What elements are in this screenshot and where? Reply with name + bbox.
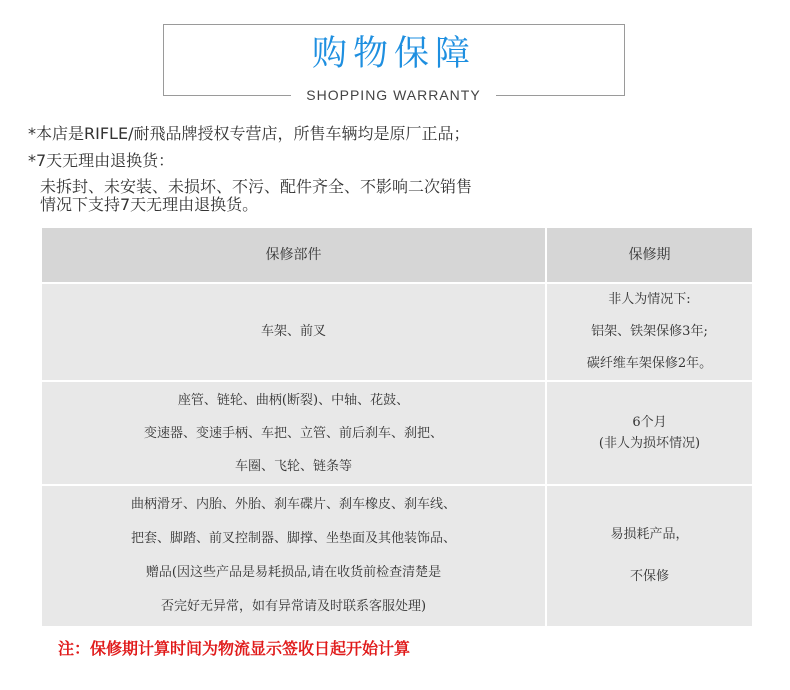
warranty-table bbox=[40, 226, 754, 628]
period-line: 不保修 bbox=[629, 569, 669, 584]
table-header-row bbox=[41, 227, 753, 283]
table-row bbox=[41, 283, 753, 381]
warranty-footnote: 注：保修期计算时间为物流显示签收日起开始计算 bbox=[58, 639, 411, 658]
parts-line: 曲柄滑牙、内胎、外胎、刹车碟片、刹车橡皮、刹车线、 bbox=[130, 497, 456, 512]
period-line: 碳纤维车架保修2年。 bbox=[586, 356, 713, 371]
parts-line: 车架、前叉 bbox=[260, 324, 326, 339]
note-authorized-store: *本店是RIFLE/耐飛品牌授权专营店，所售车辆均是原厂正品； bbox=[28, 124, 470, 143]
period-line: (非人为损坏情况) bbox=[598, 436, 701, 451]
parts-line: 赠品(因这些产品是易耗损品,请在收货前检查清楚是 bbox=[145, 565, 442, 580]
parts-line: 车圈、飞轮、链条等 bbox=[234, 458, 352, 474]
row-parts bbox=[41, 485, 546, 627]
note-return-policy-title: *7天无理由退换货： bbox=[28, 151, 175, 170]
period-line: 6个月 bbox=[632, 415, 667, 430]
period-line: 非人为情况下: bbox=[608, 292, 691, 307]
row-parts bbox=[41, 283, 546, 381]
parts-line: 否完好无异常，如有异常请及时联系客服处理) bbox=[160, 599, 427, 614]
frame-divider-right bbox=[496, 95, 625, 96]
period-line: 铝架、铁架保修3年; bbox=[591, 324, 708, 339]
row-period bbox=[546, 485, 753, 627]
row-parts bbox=[41, 381, 546, 485]
table-row bbox=[41, 485, 753, 627]
frame-divider-left bbox=[163, 95, 291, 96]
table-row bbox=[41, 381, 753, 485]
note-return-condition-cont: 情况下支持7天无理由退换货。 bbox=[40, 195, 259, 214]
parts-line: 把套、脚踏、前叉控制器、脚撑、坐垫面及其他装饰品、 bbox=[130, 531, 456, 546]
note-return-condition: 未拆封、未安装、未损坏、不污、配件齐全、不影响二次销售 bbox=[40, 177, 473, 196]
header-parts: 保修部件 bbox=[41, 227, 546, 283]
row-period bbox=[546, 381, 753, 485]
header-period: 保修期 bbox=[546, 227, 753, 283]
row-period bbox=[546, 283, 753, 381]
page-title: 购物保障 bbox=[311, 34, 476, 74]
parts-line: 座管、链轮、曲柄(断裂)、中轴、花鼓、 bbox=[177, 392, 410, 408]
period-line: 易损耗产品， bbox=[610, 527, 689, 542]
page-subtitle: SHOPPING WARRANTY bbox=[306, 87, 481, 103]
parts-line: 变速器、变速手柄、车把、立管、前后刹车、刹把、 bbox=[143, 425, 443, 441]
